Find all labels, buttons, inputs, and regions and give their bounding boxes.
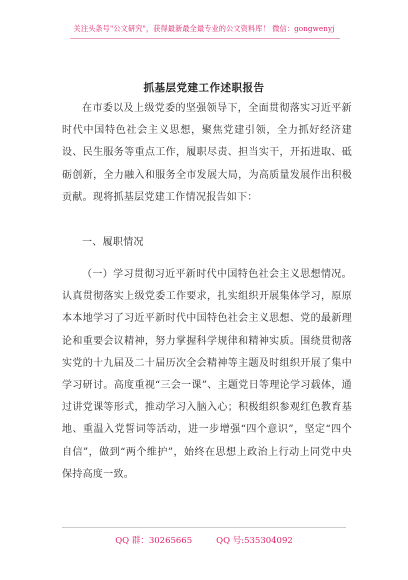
section-heading: 一、履职情况 bbox=[82, 237, 144, 248]
subsection-paragraph: （一）学习贯彻习近平新时代中国特色社会主义思想情况。认真贯彻落实上级党委工作要求，扎实组织开展集体学习，原原本本地学习了习近平新时代中国特色社会主义思想、党的最新理论和重要会议精神，努力掌握科学规律和精神实质。围绕贯彻落实党的十九届及二十届历次全会精神等主题及时组织开展了集中学习研讨。高度重视“三会一课”、主题党日等理论学习载体，通过讲党课等形式，推动学习入脑入心；积极组织参观红色教育基地、重温入党誓词等活动，进一步增强“四个意识”，坚定“四个自信”，做到“两个维护”，始终在思想上政治上行动上同党中央保持高度一致。 bbox=[62, 269, 352, 480]
intro-paragraph: 在市委以及上级党委的坚强领导下，全面贯彻落实习近平新时代中国特色社会主义思想，聚焦党建引领，全力抓好经济建设、民生服务等重点工作，履职尽责、担当实干，开拓进取、砥砺创新，全力融入和服务全市发展大局，为高质量发展作出积极贡献。现将抓基层党建工作情况报告如下： bbox=[62, 103, 352, 203]
header-divider bbox=[70, 38, 340, 39]
document-title: 抓基层党建工作述职报告 bbox=[143, 82, 265, 94]
footer bbox=[0, 534, 408, 546]
footer-qq-number: QQ 号:535304092 bbox=[216, 536, 293, 546]
header-banner: 关注头条号"公文研究"，获得最新最全最专业的公文资料库！ 微信：gongwenyj bbox=[73, 24, 335, 33]
footer-qq-group: QQ 群：30265665 bbox=[115, 536, 193, 546]
footer-divider bbox=[62, 527, 346, 528]
